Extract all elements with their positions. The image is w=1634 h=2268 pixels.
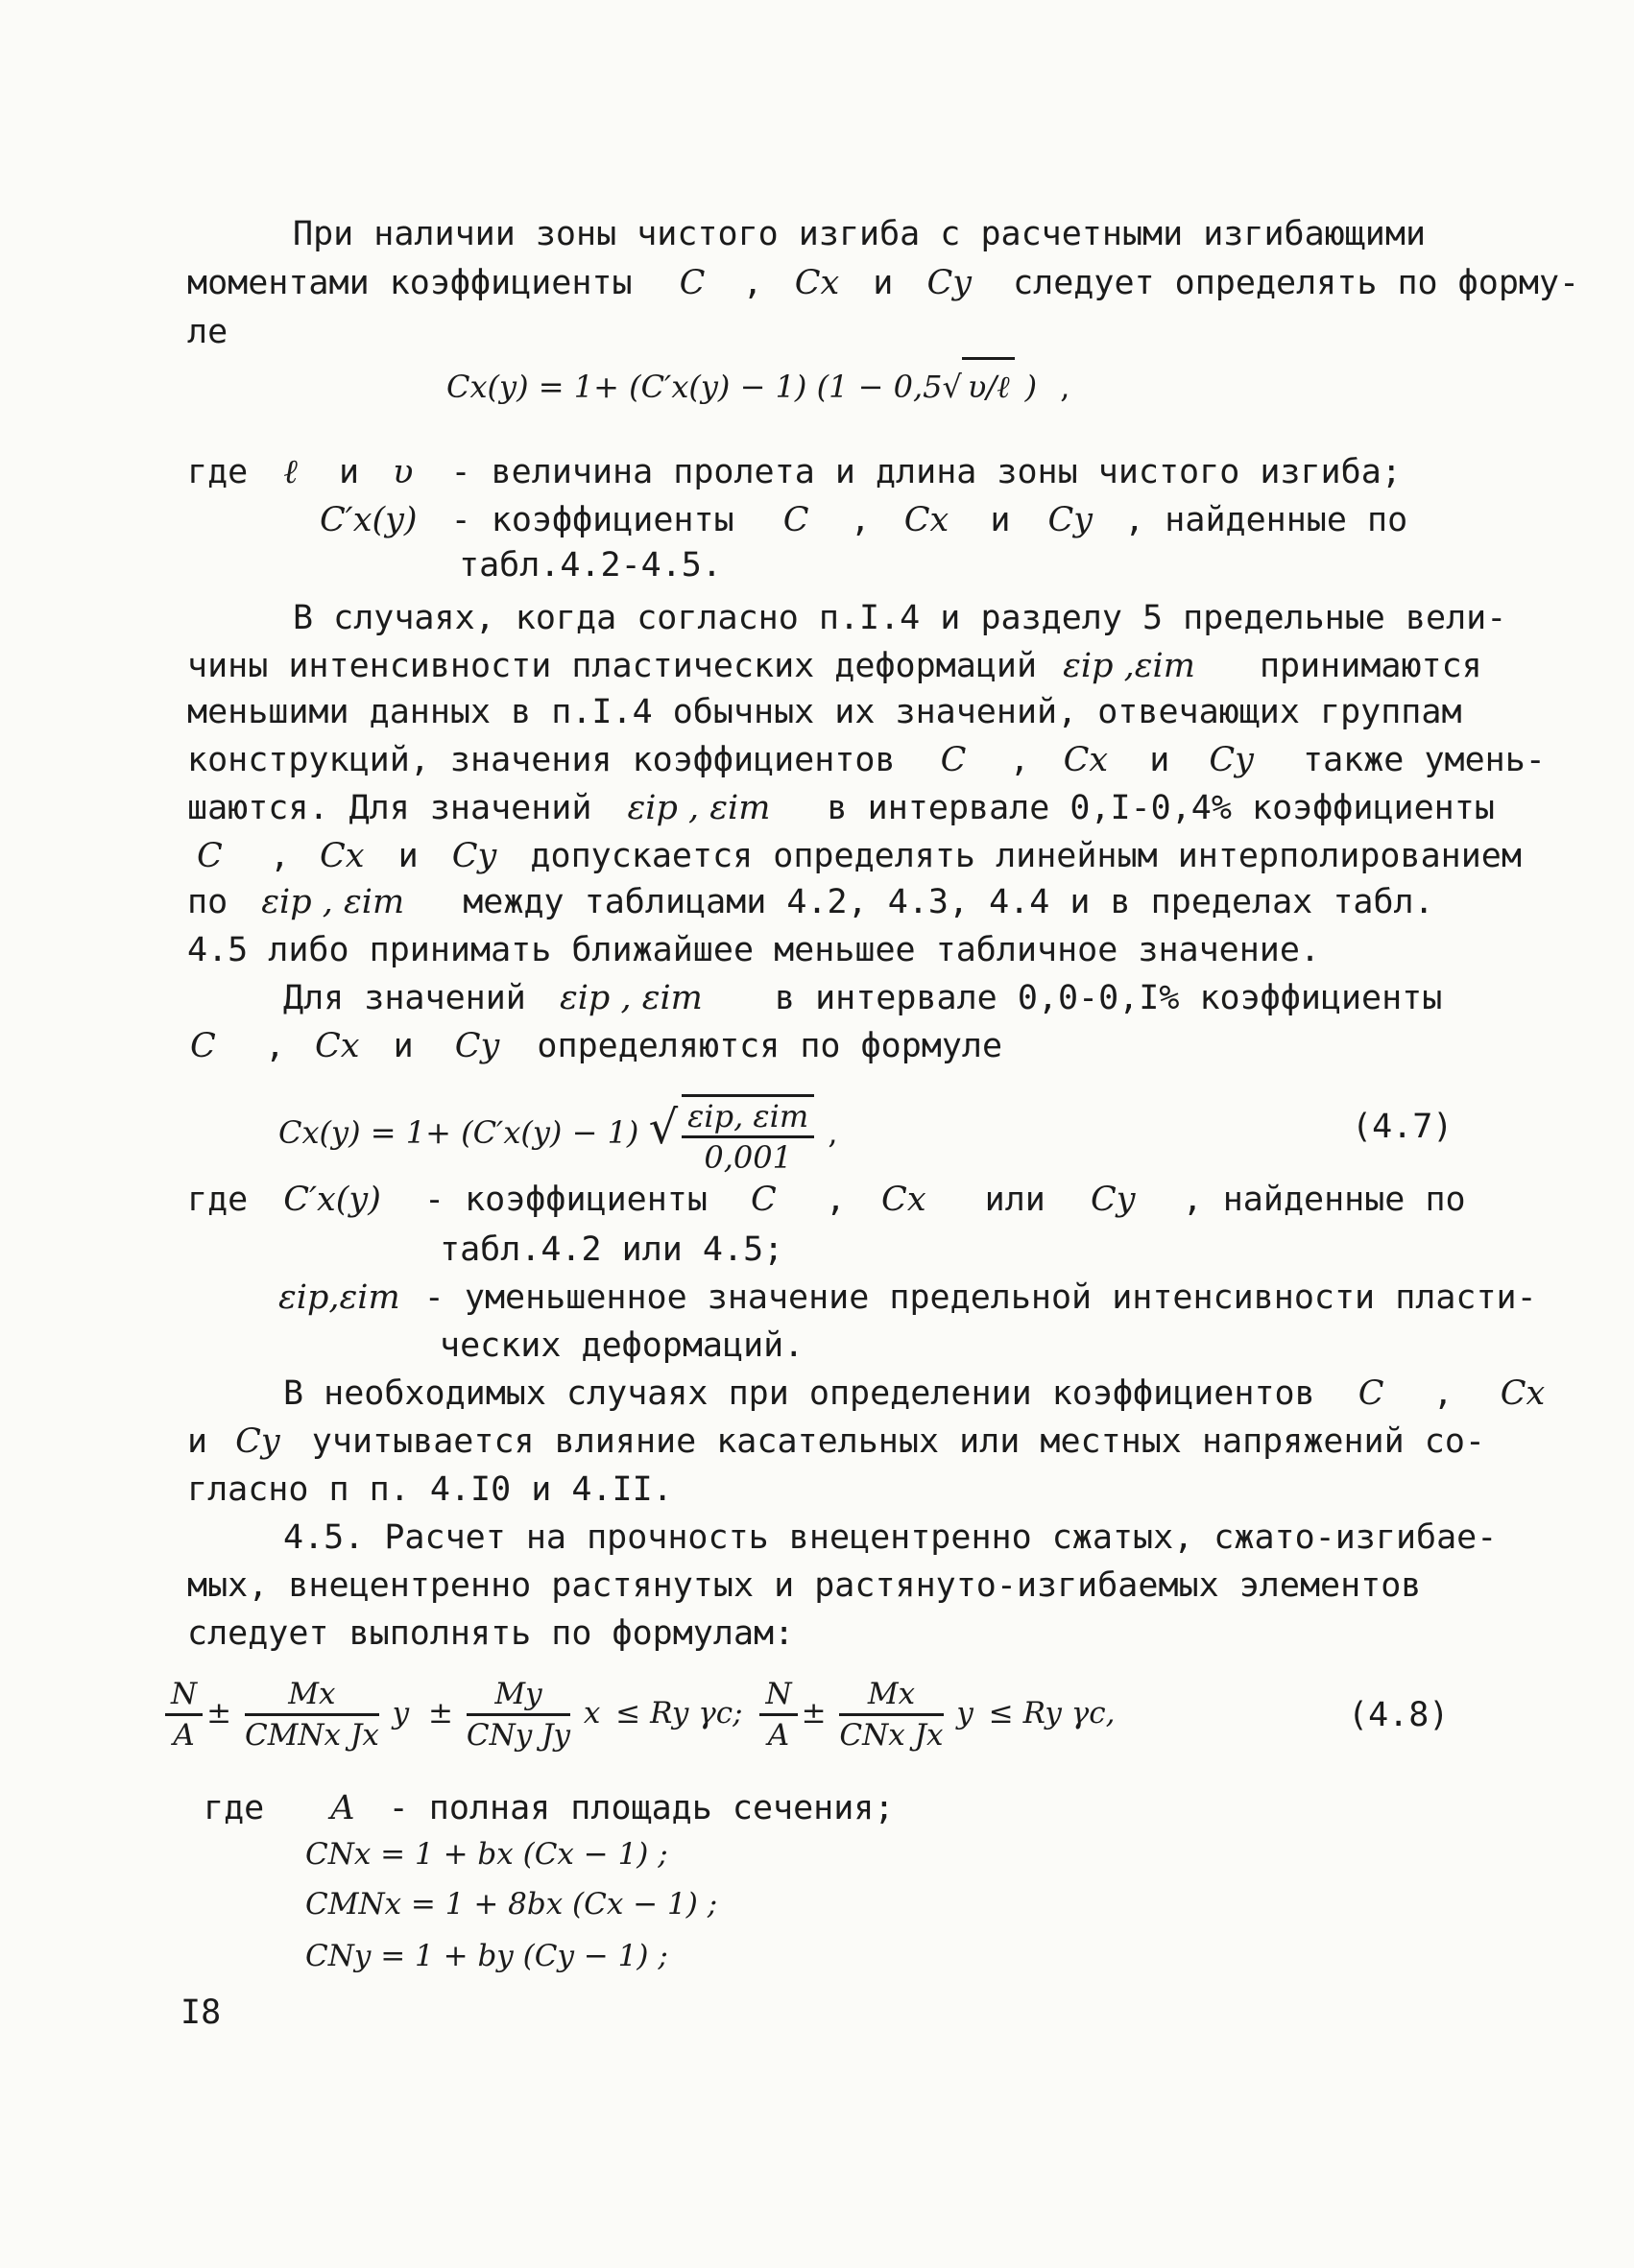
- p1-line-2: моментами коэффициенты C , Cx и Cy следует определять по форму-: [187, 264, 1580, 302]
- symbol-c: C: [1358, 1374, 1384, 1413]
- f3-frac-mx-2: [839, 1675, 943, 1755]
- p1-text-end: следует определять по форму-: [1013, 264, 1580, 302]
- word-and: и: [338, 453, 360, 491]
- p3-text-end: в интервале 0,0-0,I% коэффициенты: [774, 979, 1443, 1017]
- f3-y: y: [392, 1696, 410, 1731]
- symbol-c: C: [190, 1027, 216, 1065]
- formula-cx-pure-bending: Cx(y) = 1+ (C′x(y) − 1) (1 − 0,5√ υ/ℓ ) ,: [446, 357, 1069, 414]
- symbol-cy: Cy: [1047, 501, 1093, 539]
- word-and: и: [187, 1422, 208, 1461]
- p2-text-end: между таблицами 4.2, 4.3, 4.4 и в пределах табл.: [463, 883, 1434, 921]
- p2-line-5: [187, 787, 1495, 829]
- equation-number-4-8: (4.8): [1348, 1696, 1450, 1734]
- p2-line-2: [187, 645, 1482, 687]
- f3-cnx: CNx Jx: [839, 1718, 944, 1753]
- p5-line-3: следует выполнять по формулам:: [187, 1614, 795, 1653]
- p4-line-2: [187, 1420, 1485, 1463]
- formula-cmnx: CMNx = 1 + 8bx (Cx − 1) ;: [305, 1887, 718, 1922]
- p4-line-1: В необходимых случаях при определении коэффициентов C , Cx: [283, 1374, 1546, 1413]
- f1-lhs: Cx(y): [446, 369, 529, 405]
- symbol-c: C: [751, 1181, 777, 1219]
- f3-a: A: [173, 1718, 195, 1753]
- p2-text-end: в интервале 0,I-0,4% коэффициенты: [827, 789, 1495, 827]
- f1-end: ,: [1060, 369, 1070, 405]
- where-2-line-3: [278, 1277, 1537, 1319]
- f3-n: N: [165, 1675, 203, 1716]
- formula-cny: CNy = 1 + by (Cy − 1) ;: [305, 1939, 668, 1973]
- f3-a: A: [767, 1718, 790, 1753]
- p2-line-3: меньшими данных в п.I.4 обычных их значений, отвечающих группам: [187, 693, 1462, 731]
- p3-text: Для значений: [283, 979, 526, 1017]
- symbol-eps: εip , εim: [559, 979, 703, 1017]
- f3-x: x: [583, 1696, 601, 1731]
- symbol-eps: εip , εim: [261, 883, 405, 921]
- f3-frac-n-a: [165, 1675, 203, 1755]
- f3-pm: ±: [206, 1696, 232, 1731]
- p2-text-end: также умень-: [1303, 741, 1546, 779]
- p2-line-7: [187, 881, 1434, 923]
- f2-sqrt-fraction: [682, 1094, 814, 1177]
- f2-denominator: 0,001: [704, 1138, 792, 1176]
- symbol-cy: Cy: [235, 1422, 280, 1461]
- p1-text: моментами коэффициенты: [187, 264, 633, 302]
- where-1-def2b: , найденные по: [1124, 501, 1408, 539]
- symbol-c: C: [782, 501, 809, 539]
- where-3-line-1: [204, 1787, 894, 1829]
- where-1-line-2: C′x(y) - коэффициенты C , Cx и Cy , найденные по: [320, 501, 1408, 539]
- p2-line-8: 4.5 либо принимать ближайшее меньшее табличное значение.: [187, 931, 1321, 969]
- f3-frac-n-a-2: [759, 1675, 797, 1755]
- word-and: и: [393, 1027, 414, 1065]
- f2-term: (C′x(y) − 1): [461, 1114, 639, 1151]
- word-and: и: [990, 501, 1011, 539]
- symbol-eps: εip,εim: [278, 1278, 400, 1317]
- p4-text: В необходимых случаях при определении коэффициентов: [283, 1374, 1315, 1413]
- symbol-cx: Cx: [881, 1181, 926, 1219]
- f3-cmnx: CMNx Jx: [244, 1718, 379, 1753]
- f3-my: My: [467, 1675, 570, 1716]
- formula-cnx: CNx = 1 + bx (Cx − 1) ;: [305, 1837, 668, 1872]
- where-2-line-2: табл.4.2 или 4.5;: [440, 1230, 784, 1269]
- p2-text-end: принимаются: [1259, 647, 1482, 685]
- symbol-cy: Cy: [1090, 1181, 1136, 1219]
- p4-line-3: гласно п п. 4.I0 и 4.II.: [187, 1470, 673, 1509]
- f3-inequality-2: ≤ Ry γc,: [988, 1696, 1116, 1731]
- symbol-cy: Cy: [926, 264, 973, 302]
- symbol-eps: εip , εim: [627, 789, 771, 827]
- symbol-c: C: [679, 264, 706, 302]
- f3-pm: ±: [428, 1696, 454, 1731]
- page-number: I8: [180, 1993, 222, 2032]
- symbol-cx: Cx: [320, 837, 365, 875]
- p2-line-4: конструкций, значения коэффициентов C , Cx и Cy также умень-: [187, 741, 1546, 779]
- symbol-c-prime: C′x(y): [283, 1181, 381, 1219]
- f3-cny: CNy Jy: [466, 1718, 571, 1753]
- where-word: где: [187, 1181, 249, 1219]
- where-1-line-3: табл.4.2-4.5.: [459, 546, 722, 585]
- f3-frac-mx: [245, 1675, 379, 1755]
- symbol-c: C: [940, 741, 967, 779]
- where-2-line-4: ческих деформаций.: [440, 1326, 805, 1365]
- where-2-def: - коэффициенты: [423, 1181, 708, 1219]
- f1-term-1: (C′x(y) − 1): [629, 369, 807, 405]
- p3-line-1: [283, 977, 1442, 1019]
- p2-text-end: допускается определять линейным интерполированием: [530, 837, 1522, 875]
- p3-line-2: C , Cx и Cy определяются по формуле: [190, 1027, 1003, 1065]
- symbol-cy: Cy: [451, 837, 497, 875]
- where-1-line-1: [187, 451, 1402, 493]
- f3-y: y: [956, 1696, 973, 1731]
- f3-mx: Mx: [245, 1675, 379, 1716]
- symbol-cy: Cy: [1209, 741, 1254, 779]
- f3-frac-my: [467, 1675, 570, 1755]
- symbol-eps: εip ,εim: [1063, 647, 1195, 685]
- f2-end: ,: [828, 1114, 838, 1151]
- symbol-l: ℓ: [283, 453, 298, 491]
- p2-text: чины интенсивности пластических деформаций: [187, 647, 1038, 685]
- f1-eq: = 1+: [538, 369, 619, 405]
- where-word: где: [187, 453, 249, 491]
- p1-line-1: При наличии зоны чистого изгиба с расчетными изгибающими: [293, 215, 1427, 253]
- p5-line-1: 4.5. Расчет на прочность внецентренно сжатых, сжато-изгибае-: [283, 1518, 1498, 1557]
- f3-pm: ±: [801, 1696, 827, 1731]
- symbol-cy: Cy: [454, 1027, 500, 1065]
- symbol-c-prime: C′x(y): [320, 501, 418, 539]
- p5-line-2: мых, внецентренно растянутых и растянуто-изгибаемых элементов: [187, 1566, 1422, 1605]
- p2-line-6: C , Cx и Cy допускается определять линейным интерполированием: [197, 837, 1522, 875]
- p2-text: конструкций, значения коэффициентов: [187, 741, 896, 779]
- f2-numerator: εip, εim: [682, 1094, 814, 1138]
- symbol-a: A: [330, 1789, 355, 1827]
- equation-number-4-7: (4.7): [1352, 1108, 1454, 1146]
- word-and: и: [873, 264, 894, 302]
- formula-4-8: [161, 1665, 1115, 1761]
- f1-sqrt: υ/ℓ: [962, 357, 1016, 414]
- where-3-def: - полная площадь сечения;: [388, 1789, 895, 1827]
- word-and: и: [397, 837, 419, 875]
- word-or: или: [984, 1181, 1045, 1219]
- f3-inequality-1: ≤ Ry γc;: [615, 1696, 743, 1731]
- p3-text-end: определяются по формуле: [537, 1027, 1003, 1065]
- symbol-c: C: [197, 837, 223, 875]
- f1-term-2a: (1 − 0,5: [816, 369, 943, 405]
- symbol-v: υ: [393, 453, 414, 491]
- where-word: где: [204, 1789, 265, 1827]
- p1-line-3: ле: [187, 313, 228, 351]
- where-2-def-end: , найденные по: [1182, 1181, 1466, 1219]
- p2-text: шаются. Для значений: [187, 789, 592, 827]
- f3-n: N: [759, 1675, 797, 1716]
- f3-mx: Mx: [839, 1675, 943, 1716]
- f1-term-2b: ): [1024, 369, 1038, 405]
- where-2-line-1: где C′x(y) - коэффициенты C , Cx или Cy , найденные по: [187, 1181, 1466, 1219]
- f2-eq: = 1+: [370, 1114, 451, 1151]
- word-and: и: [1149, 741, 1170, 779]
- f2-lhs: Cx(y): [278, 1114, 361, 1151]
- p2-line-1: В случаях, когда согласно п.I.4 и разделу 5 предельные вели-: [293, 599, 1507, 637]
- where-1-def: - величина пролета и длина зоны чистого изгиба;: [450, 453, 1402, 491]
- formula-4-7: Cx(y) = 1+ (C′x(y) − 1) √ $\frac{\text{εip, εim}}{0,001}$ ,: [278, 1085, 838, 1177]
- p4-text: учитывается влияние касательных или местных напряжений со-: [311, 1422, 1485, 1461]
- symbol-cx: Cx: [903, 501, 949, 539]
- where-2-def-2: - уменьшенное значение предельной интенсивности пласти-: [423, 1278, 1537, 1317]
- where-1-def2a: - коэффициенты: [450, 501, 734, 539]
- symbol-cx: Cx: [1500, 1374, 1546, 1413]
- p2-text: по: [187, 883, 228, 921]
- symbol-cx: Cx: [794, 264, 840, 302]
- symbol-cx: Cx: [315, 1027, 360, 1065]
- symbol-cx: Cx: [1063, 741, 1109, 779]
